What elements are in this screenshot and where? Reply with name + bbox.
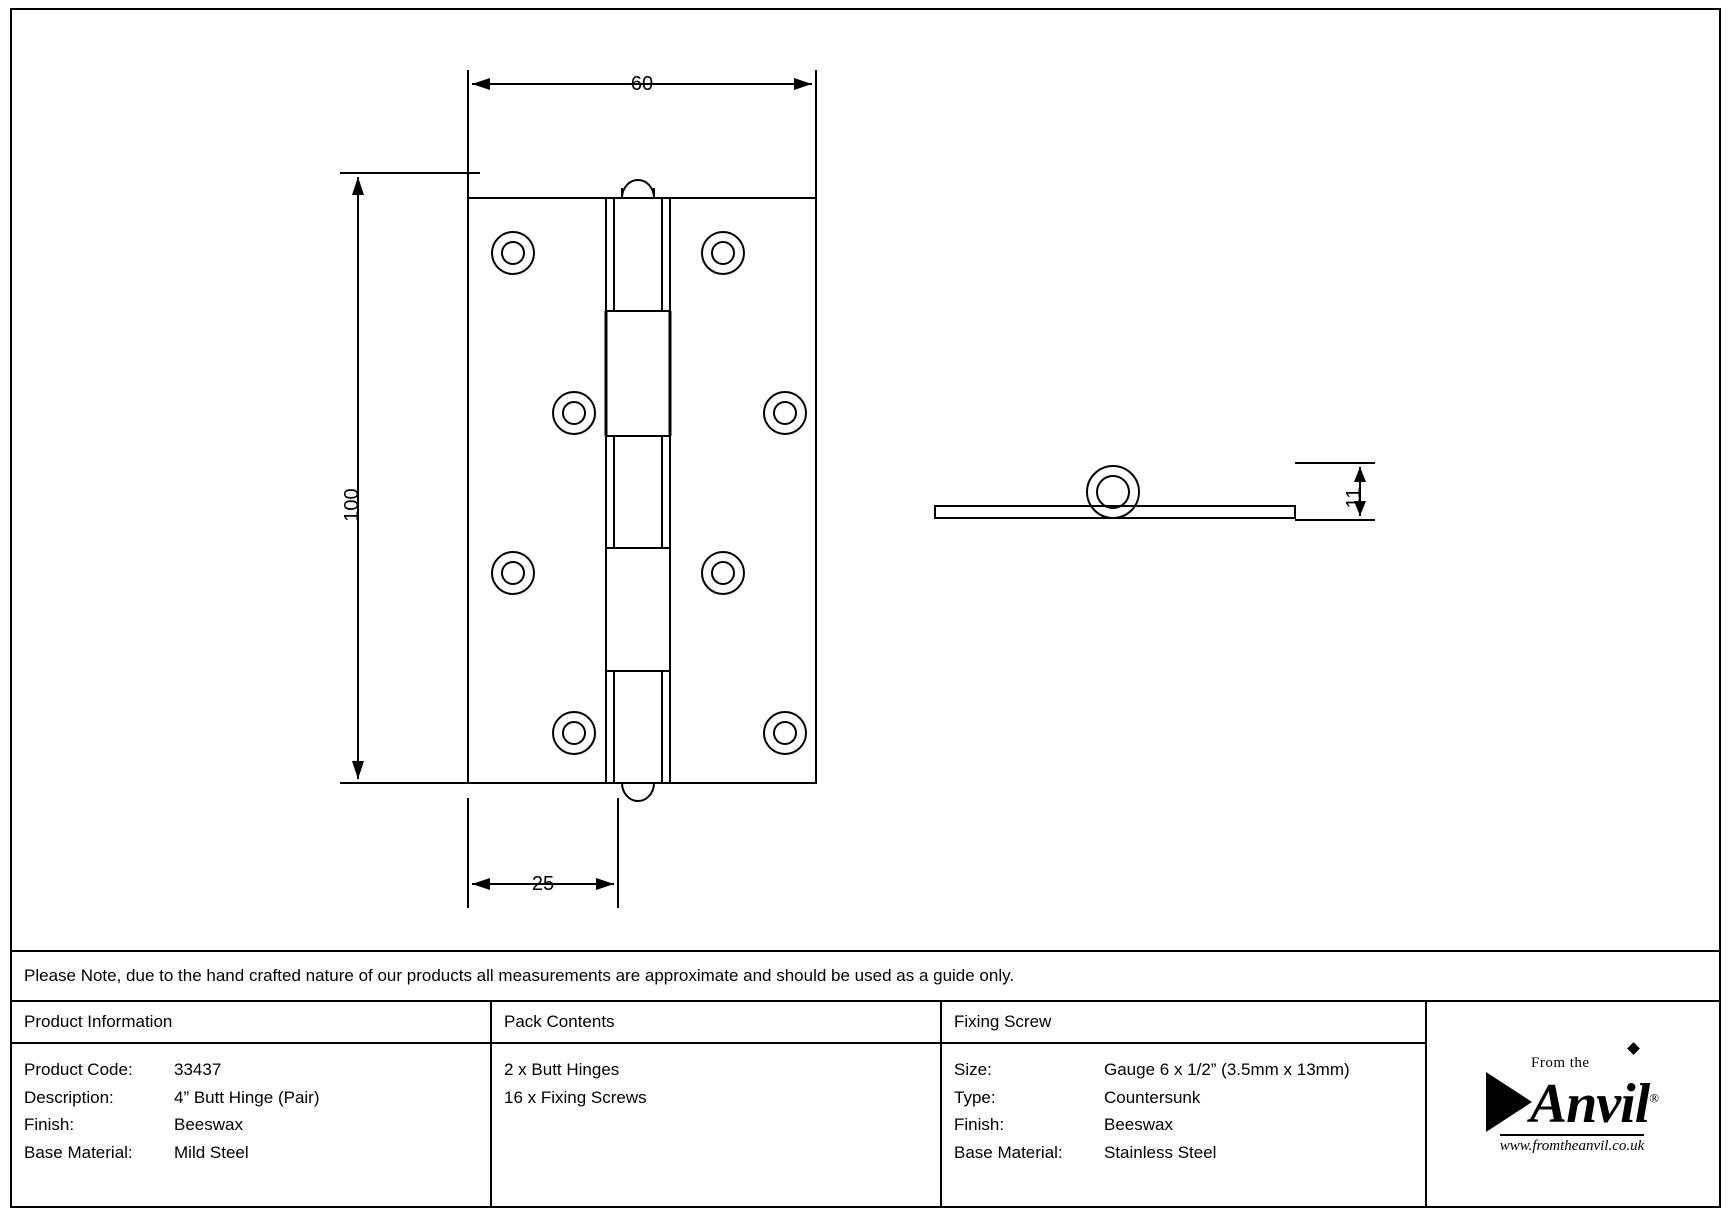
fixing-screw-header: Fixing Screw: [942, 1002, 1425, 1044]
table-row: [24, 1111, 490, 1139]
from-the-anvil-logo: [1427, 1002, 1717, 1208]
base-material-value: Mild Steel: [174, 1142, 249, 1162]
anvil-wedge-icon: [1486, 1072, 1532, 1132]
pack-contents-body: [492, 1044, 940, 1111]
pack-contents-column: [492, 1002, 942, 1208]
logo-wordmark-row: [1486, 1072, 1659, 1135]
registered-mark: ®: [1649, 1090, 1659, 1106]
screw-finish-label: Finish:: [954, 1115, 1005, 1135]
technical-drawing: [10, 8, 1721, 948]
screw-type-value: Countersunk: [1104, 1087, 1201, 1107]
hinge-front-view: [468, 180, 816, 801]
finish-label: Finish:: [24, 1115, 75, 1135]
hinge-drawing-svg: [10, 8, 1721, 948]
brand-logo-cell: [1427, 1002, 1717, 1208]
screw-type-label: Type:: [954, 1087, 996, 1107]
dimension-label-width: 60: [630, 73, 654, 95]
screw-finish-value: Beeswax: [1104, 1115, 1173, 1135]
table-row: [954, 1139, 1425, 1167]
screw-base-material-value: Stainless Steel: [1104, 1142, 1217, 1162]
product-information-body: [12, 1044, 490, 1166]
table-row: [24, 1139, 490, 1167]
dimension-label-thickness: 11: [1343, 487, 1365, 509]
fixing-screw-column: [942, 1002, 1427, 1208]
measurement-note: [12, 950, 1719, 1000]
pack-contents-header: Pack Contents: [492, 1002, 940, 1044]
description-value: 4” Butt Hinge (Pair): [174, 1087, 320, 1107]
fixing-screw-body: [942, 1044, 1425, 1166]
screw-size-value: Gauge 6 x 1/2” (3.5mm x 13mm): [1104, 1060, 1350, 1079]
information-tables: [12, 1000, 1719, 1208]
screw-holes-left: [492, 232, 595, 754]
finish-value: Beeswax: [174, 1115, 243, 1135]
list-item: 16 x Fixing Screws: [504, 1087, 647, 1107]
screw-base-material-label: Base Material:: [954, 1142, 1063, 1162]
table-row: [24, 1084, 490, 1112]
product-information-header: Product Information: [12, 1002, 490, 1044]
table-row: [954, 1084, 1425, 1112]
product-information-column: [12, 1002, 492, 1208]
measurement-note-text: Please Note, due to the hand crafted nature of our products all measurements are approximate and should be used as a guide only.: [24, 966, 1015, 985]
screw-holes-right: [702, 232, 806, 754]
description-label: Description:: [24, 1087, 114, 1107]
product-code-label: Product Code:: [24, 1060, 133, 1079]
logo-wordmark: [1529, 1073, 1659, 1135]
dimension-label-height: 100: [341, 488, 363, 522]
table-row: [954, 1111, 1425, 1139]
hinge-edge-view: [935, 466, 1295, 518]
product-code-value: 33437: [174, 1060, 222, 1079]
screw-size-label: Size:: [954, 1060, 992, 1079]
logo-name-text: Anvil: [1529, 1073, 1650, 1135]
base-material-label: Base Material:: [24, 1142, 133, 1162]
table-row: [954, 1056, 1425, 1084]
dimension-label-leaf: 25: [531, 873, 555, 895]
dimension-height-100: [340, 173, 480, 783]
logo-top-text: From the: [1531, 1055, 1590, 1071]
logo-url: www.fromtheanvil.co.uk: [1500, 1134, 1645, 1155]
table-row: [24, 1056, 490, 1084]
list-item: 2 x Butt Hinges: [504, 1060, 620, 1079]
